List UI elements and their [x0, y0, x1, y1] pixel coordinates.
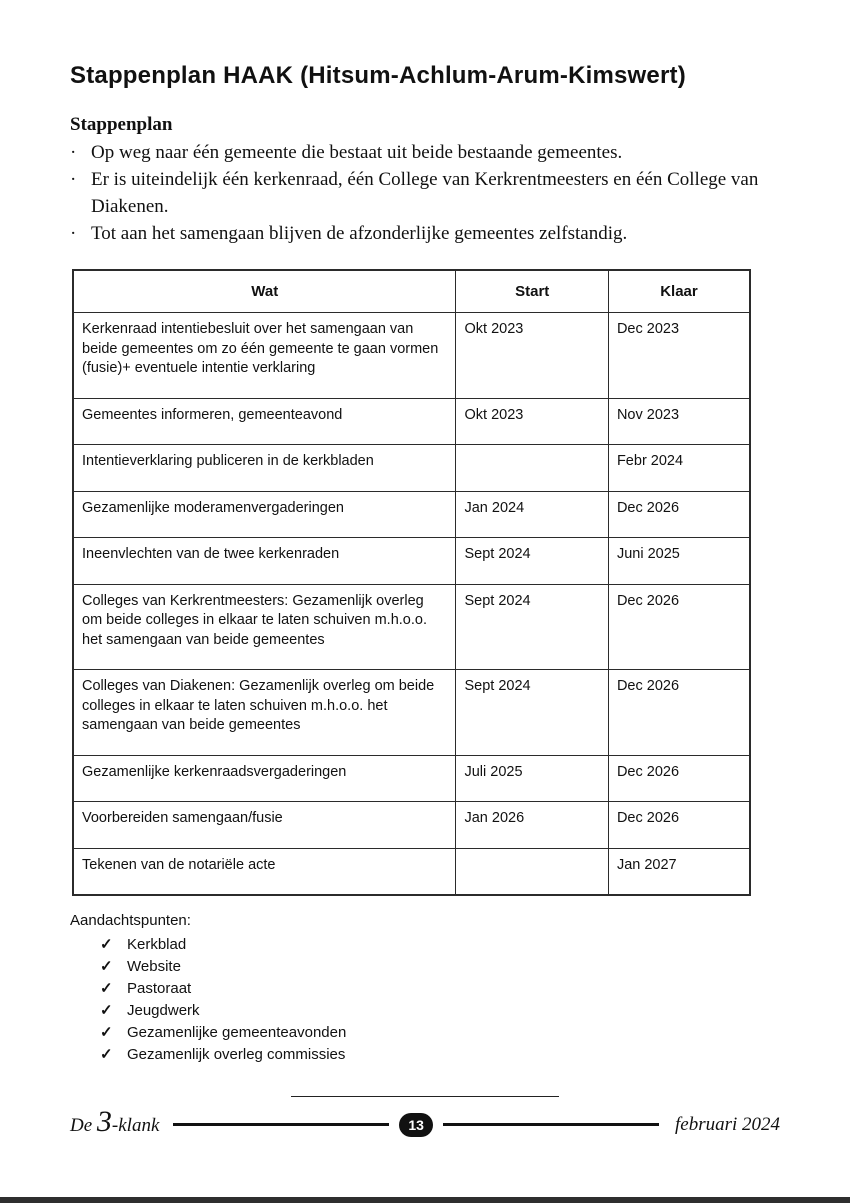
bullet-text: Op weg naar één gemeente die bestaat uit beide bestaande gemeentes.	[91, 142, 623, 163]
task-start: Okt 2023	[456, 398, 608, 445]
list-item	[70, 139, 780, 166]
check-item-label: Kerkblad	[127, 936, 187, 953]
table-row	[73, 584, 750, 670]
list-item	[70, 934, 780, 956]
task-description: Colleges van Diakenen: Gezamenlijk overleg om beide colleges in elkaar te laten schuiven m.h.o.o. het samengaan van beide gemeentes	[73, 670, 456, 756]
task-klaar: Febr 2024	[608, 445, 750, 492]
task-klaar: Dec 2026	[608, 755, 750, 802]
section-heading: Stappenplan	[70, 114, 173, 135]
table-header-row	[73, 270, 750, 313]
task-klaar: Juni 2025	[608, 538, 750, 585]
journal-title	[70, 1105, 160, 1138]
task-start: Sept 2024	[456, 584, 608, 670]
check-item-label: Gezamenlijk overleg commissies	[127, 1046, 346, 1063]
task-klaar: Jan 2027	[608, 848, 750, 895]
table-row	[73, 398, 750, 445]
intro-bullet-list	[70, 139, 780, 247]
journal-title-suffix: -klank	[111, 1115, 160, 1136]
task-description: Colleges van Kerkrentmeesters: Gezamenlijk overleg om beide colleges in elkaar te laten schuiven m.h.o.o. het samengaan van beide gemeentes	[73, 584, 456, 670]
task-description: Gemeentes informeren, gemeenteavond	[73, 398, 456, 445]
table-body	[73, 313, 750, 896]
task-description: Kerkenraad intentiebesluit over het samengaan van beide gemeentes om zo één gemeente te gaan vormen (fusie)+ eventuele intentie verklaring	[73, 313, 456, 399]
task-description: Gezamenlijke kerkenraadsvergaderingen	[73, 755, 456, 802]
page-footer	[70, 1105, 781, 1138]
column-header-wat: Wat	[73, 270, 456, 313]
task-description: Ineenvlechten van de twee kerkenraden	[73, 538, 456, 585]
table-row	[73, 755, 750, 802]
footer-rule-left	[173, 1123, 389, 1126]
column-header-start: Start	[456, 270, 608, 313]
task-start	[456, 848, 608, 895]
task-start: Sept 2024	[456, 538, 608, 585]
journal-title-number: 3	[96, 1105, 112, 1138]
task-description: Intentieverklaring publiceren in de kerkbladen	[73, 445, 456, 492]
list-item	[70, 1022, 780, 1044]
list-item	[70, 220, 780, 247]
table-row	[73, 491, 750, 538]
task-klaar: Dec 2026	[608, 491, 750, 538]
check-item-label: Website	[127, 958, 181, 975]
list-item	[70, 978, 780, 1000]
checkmark-icon: ✓	[100, 980, 113, 997]
list-item	[70, 1000, 780, 1022]
task-start: Jan 2024	[456, 491, 608, 538]
task-klaar: Dec 2023	[608, 313, 750, 399]
footer-date: februari 2024	[674, 1113, 781, 1135]
checkmark-icon: ✓	[100, 1024, 113, 1041]
bullet-icon: ·	[70, 142, 77, 163]
table-row	[73, 445, 750, 492]
journal-title-prefix: De	[70, 1115, 97, 1136]
task-klaar: Dec 2026	[608, 670, 750, 756]
bullet-text: Tot aan het samengaan blijven de afzonderlijke gemeentes zelfstandig.	[91, 223, 628, 244]
list-item	[70, 956, 780, 978]
checkmark-icon: ✓	[100, 1002, 113, 1019]
page-number-badge: 13	[399, 1113, 433, 1137]
checkmark-icon: ✓	[100, 936, 113, 953]
check-item-label: Gezamenlijke gemeenteavonden	[127, 1024, 347, 1041]
page-bottom-edge	[0, 1197, 850, 1203]
table-row	[73, 670, 750, 756]
section-divider	[291, 1096, 559, 1097]
list-item	[70, 1044, 780, 1066]
check-item-label: Pastoraat	[127, 980, 192, 997]
footer-rule-right	[443, 1123, 659, 1126]
table-row	[73, 313, 750, 399]
aandachtspunten-section	[70, 912, 780, 1066]
table-header	[73, 270, 750, 313]
checkmark-icon: ✓	[100, 958, 113, 975]
task-start: Jan 2026	[456, 802, 608, 849]
task-klaar: Nov 2023	[608, 398, 750, 445]
page-title: Stappenplan HAAK (Hitsum-Achlum-Arum-Kimswert)	[70, 62, 686, 89]
table-row	[73, 848, 750, 895]
bullet-text: Er is uiteindelijk één kerkenraad, één College van Kerkrentmeesters en één College van Diakenen.	[91, 169, 759, 217]
task-start: Okt 2023	[456, 313, 608, 399]
task-start: Sept 2024	[456, 670, 608, 756]
task-klaar: Dec 2026	[608, 802, 750, 849]
task-description: Gezamenlijke moderamenvergaderingen	[73, 491, 456, 538]
task-description: Tekenen van de notariële acte	[73, 848, 456, 895]
task-start	[456, 445, 608, 492]
column-header-klaar: Klaar	[608, 270, 750, 313]
task-klaar: Dec 2026	[608, 584, 750, 670]
aandachtspunten-list	[70, 934, 780, 1066]
task-description: Voorbereiden samengaan/fusie	[73, 802, 456, 849]
stappenplan-table	[72, 269, 751, 896]
bullet-icon: ·	[70, 169, 77, 190]
checkmark-icon: ✓	[100, 1046, 113, 1063]
task-start: Juli 2025	[456, 755, 608, 802]
bullet-icon: ·	[70, 223, 77, 244]
list-item	[70, 166, 780, 220]
table-row	[73, 538, 750, 585]
table-row	[73, 802, 750, 849]
aandachtspunten-heading: Aandachtspunten:	[70, 912, 191, 929]
check-item-label: Jeugdwerk	[127, 1002, 200, 1019]
